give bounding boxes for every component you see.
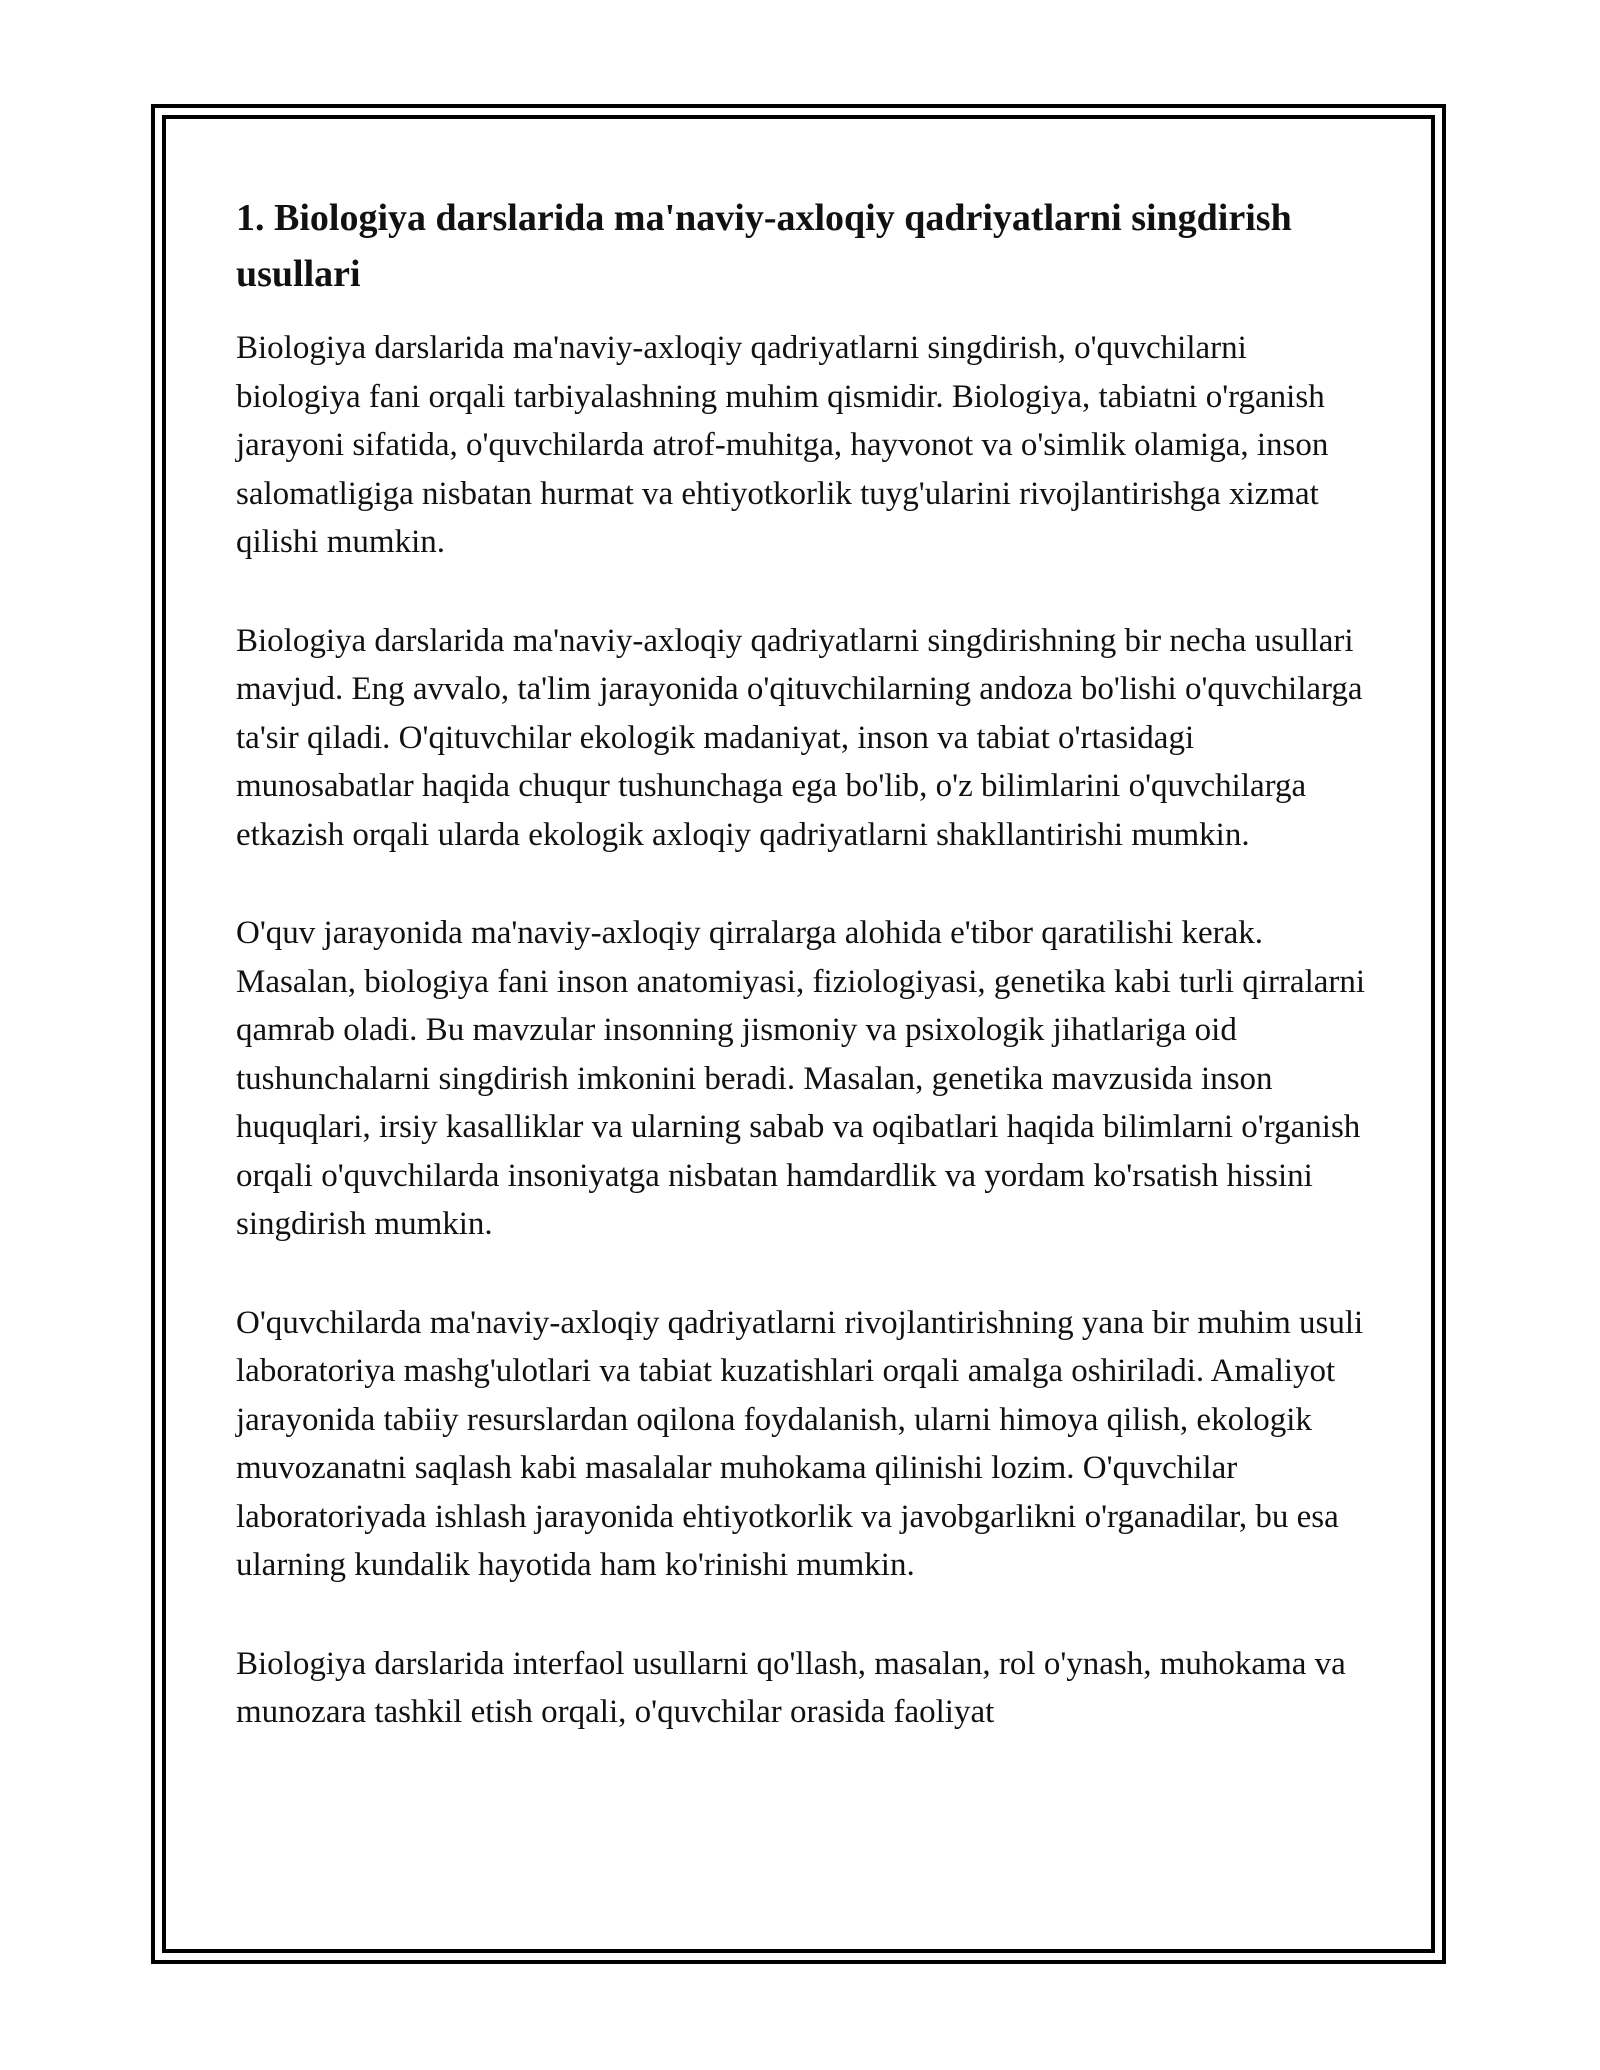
paragraph-4: O'quvchilarda ma'naviy-axloqiy qadriyatlarni rivojlantirishning yana bir muhim usuli laboratoriya mashg'ulotlari va tabiat kuzatishlari orqali amalga oshiriladi. Amaliyot jarayonida tabiiy resurslardan oqilona foydalanish, ularni himoya qilish, ekologik muvozanatni saqlash kabi masalalar muhokama qilinishi lozim. O'quvchilar laboratoriyada ishlash jarayonida ehtiyotkorlik va javobgarlikni o'rganadilar, bu esa ularning kundalik hayotida ham ko'rinishi mumkin. [236,1304,1364,1583]
paragraph-1: Biologiya darslarida ma'naviy-axloqiy qadriyatlarni singdirish, o'quvchilarni biologiya fani orqali tarbiyalashning muhim qismidir. Biologiya, tabiatni o'rganish jarayoni sifatida, o'quvchilarda atrof-muhitga, hayvonot va o'simlik olamiga, inson salomatligiga nisbatan hurmat va ehtiyotkorlik tuyg'ularini rivojlantirishga xizmat qilishi mumkin. [236,330,1329,560]
paragraph-5: Biologiya darslarida interfaol usullarni qo'llash, masalan, rol o'ynash, muhokama va munozara tashkil etish orqali, o'quvchilar orasida faoliyat [236,1645,1346,1730]
document-body [236,190,1376,1737]
section-heading: 1. Biologiya darslarida ma'naviy-axloqiy qadriyatlarni singdirish usullari [236,197,1292,295]
paragraph-3: O'quv jarayonida ma'naviy-axloqiy qirralarga alohida e'tibor qaratilishi kerak. Masalan, biologiya fani inson anatomiyasi, fiziologiyasi, genetika kabi turli qirralarni qamrab oladi. Bu mavzular insonning jismoniy va psixologik jihatlariga oid tushunchalarni singdirish imkonini beradi. Masalan, genetika mavzusida inson huquqlari, irsiy kasalliklar va ularning sabab va oqibatlari haqida bilimlarni o'rganish orqali o'quvchilarda insoniyatga nisbatan hamdardlik va yordam ko'rsatish hissini singdirish mumkin. [236,915,1366,1242]
paragraph-2: Biologiya darslarida ma'naviy-axloqiy qadriyatlarni singdirishning bir necha usullari mavjud. Eng avvalo, ta'lim jarayonida o'qituvchilarning andoza bo'lishi o'quvchilarga ta'sir qiladi. O'qituvchilar ekologik madaniyat, inson va tabiat o'rtasidagi munosabatlar haqida chuqur tushunchaga ega bo'lib, o'z bilimlarini o'quvchilarga etkazish orqali ularda ekologik axloqiy qadriyatlarni shakllantirishi mumkin. [236,622,1363,853]
